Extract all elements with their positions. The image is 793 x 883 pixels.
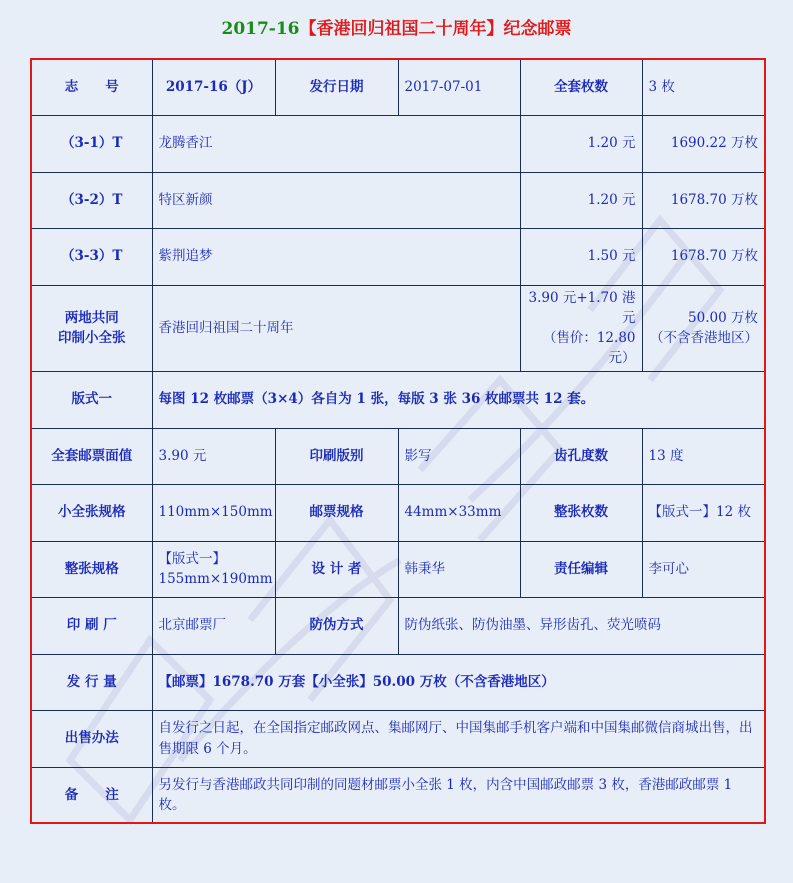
print-method-label: 印刷版别 bbox=[275, 428, 398, 484]
joint-sheet-label bbox=[31, 285, 152, 371]
joint-sheet-price-line1: 3.90 元+1.70 港元 bbox=[528, 289, 636, 326]
print-method-value: 影写 bbox=[398, 428, 520, 484]
anti-counterfeit-label: 防伪方式 bbox=[275, 597, 398, 654]
editor-value: 李可心 bbox=[642, 541, 765, 597]
full-spec-line2: 155mm×190mm bbox=[158, 571, 273, 587]
set-count-value: 3 枚 bbox=[642, 59, 765, 115]
anti-counterfeit-value: 防伪纸张、防伪油墨、异形齿孔、荧光喷码 bbox=[398, 597, 765, 654]
sale-method-label: 出售办法 bbox=[31, 710, 152, 767]
table-row bbox=[31, 228, 765, 285]
table-row bbox=[31, 172, 765, 228]
stamp-info-table bbox=[30, 58, 766, 824]
stamp-name: 特区新颜 bbox=[152, 172, 520, 228]
joint-sheet-quantity bbox=[642, 285, 765, 371]
joint-sheet-label-line2: 印制小全张 bbox=[58, 330, 126, 346]
title-code: 2017-16 bbox=[221, 19, 300, 39]
stamp-quantity: 1678.70 万枚 bbox=[642, 172, 765, 228]
printer-label: 印 刷 厂 bbox=[31, 597, 152, 654]
title-name: 【香港回归祖国二十周年】纪念邮票 bbox=[299, 19, 572, 39]
joint-sheet-price-line2: （售价：12.80 元） bbox=[542, 330, 636, 367]
stamp-price: 1.20 元 bbox=[520, 115, 642, 172]
perforation-label: 齿孔度数 bbox=[520, 428, 642, 484]
stamp-code: （3-2）T bbox=[31, 172, 152, 228]
stamp-code: （3-3）T bbox=[31, 228, 152, 285]
printer-value: 北京邮票厂 bbox=[152, 597, 275, 654]
table-row bbox=[31, 654, 765, 710]
table-row bbox=[31, 710, 765, 767]
table-row bbox=[31, 59, 765, 115]
table-row bbox=[31, 541, 765, 597]
format-value: 每图 12 枚邮票（3×4）各自为 1 张，每版 3 张 36 枚邮票共 12 套。 bbox=[152, 371, 765, 428]
remark-label: 备 注 bbox=[31, 767, 152, 823]
sale-method-value: 自发行之日起，在全国指定邮政网点、集邮网厅、中国集邮手机客户端和中国集邮微信商城出售，出售期限 6 个月。 bbox=[152, 710, 765, 767]
sheet-spec-label: 小全张规格 bbox=[31, 484, 152, 541]
editor-label: 责任编辑 bbox=[520, 541, 642, 597]
joint-sheet-name: 香港回归祖国二十周年 bbox=[152, 285, 520, 371]
stamp-quantity: 1678.70 万枚 bbox=[642, 228, 765, 285]
joint-sheet-label-line1: 两地共同 bbox=[64, 309, 119, 326]
full-spec-line1: 【版式一】 bbox=[158, 550, 226, 567]
page-title bbox=[0, 14, 793, 39]
full-count-label: 整张枚数 bbox=[520, 484, 642, 541]
table-row bbox=[31, 484, 765, 541]
table-row bbox=[31, 428, 765, 484]
stamp-spec-label: 邮票规格 bbox=[275, 484, 398, 541]
set-count-label: 全套枚数 bbox=[520, 59, 642, 115]
full-spec-value bbox=[152, 541, 275, 597]
designer-value: 韩秉华 bbox=[398, 541, 520, 597]
sheet-spec-value: 110mm×150mm bbox=[152, 484, 275, 541]
table-row bbox=[31, 371, 765, 428]
joint-sheet-price bbox=[520, 285, 642, 371]
circulation-value: 【邮票】1678.70 万套【小全张】50.00 万枚（不含香港地区） bbox=[152, 654, 765, 710]
stamp-spec-value: 44mm×33mm bbox=[398, 484, 520, 541]
zhihao-value: 2017-16（J） bbox=[152, 59, 275, 115]
table-row bbox=[31, 597, 765, 654]
stamp-name: 紫荆追梦 bbox=[152, 228, 520, 285]
joint-sheet-qty-line2: （不含香港地区） bbox=[650, 330, 758, 346]
format-label: 版式一 bbox=[31, 371, 152, 428]
issue-date-value: 2017-07-01 bbox=[398, 59, 520, 115]
stamp-quantity: 1690.22 万枚 bbox=[642, 115, 765, 172]
stamp-code: （3-1）T bbox=[31, 115, 152, 172]
designer-label: 设 计 者 bbox=[275, 541, 398, 597]
face-value: 3.90 元 bbox=[152, 428, 275, 484]
perforation-value: 13 度 bbox=[642, 428, 765, 484]
stamp-name: 龙腾香江 bbox=[152, 115, 520, 172]
circulation-label: 发 行 量 bbox=[31, 654, 152, 710]
zhihao-label: 志 号 bbox=[31, 59, 152, 115]
table-row bbox=[31, 285, 765, 371]
issue-date-label: 发行日期 bbox=[275, 59, 398, 115]
remark-value: 另发行与香港邮政共同印制的同题材邮票小全张 1 枚，内含中国邮政邮票 3 枚，香港邮政邮票 1 枚。 bbox=[152, 767, 765, 823]
table-row bbox=[31, 767, 765, 823]
face-value-label: 全套邮票面值 bbox=[31, 428, 152, 484]
stamp-price: 1.50 元 bbox=[520, 228, 642, 285]
joint-sheet-qty-line1: 50.00 万枚 bbox=[688, 309, 758, 326]
full-spec-label: 整张规格 bbox=[31, 541, 152, 597]
table-row bbox=[31, 115, 765, 172]
stamp-price: 1.20 元 bbox=[520, 172, 642, 228]
full-count-value: 【版式一】12 枚 bbox=[642, 484, 765, 541]
